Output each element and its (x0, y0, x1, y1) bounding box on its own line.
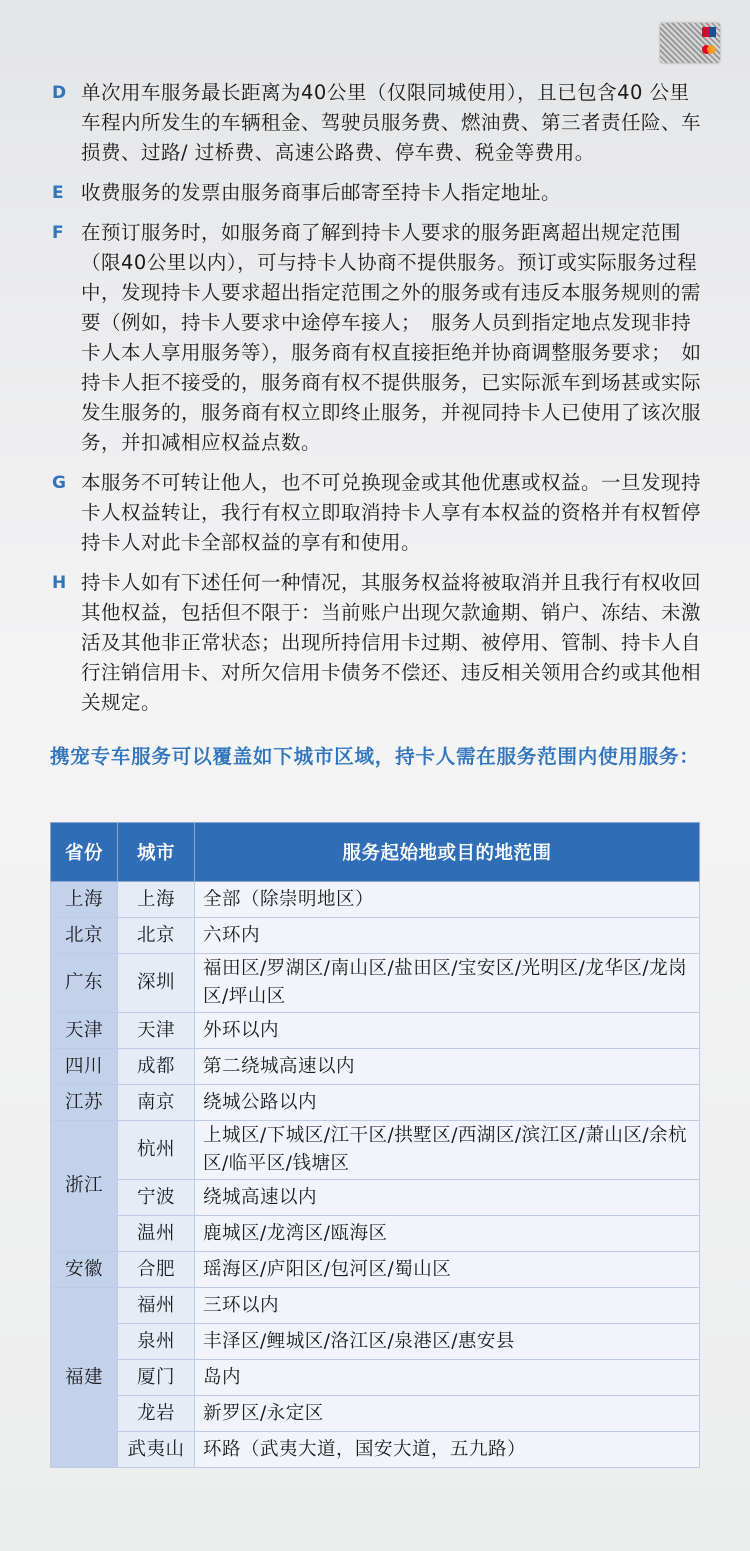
city-cell: 北京 (118, 918, 195, 954)
table-row (51, 1216, 700, 1252)
rule-item-f (48, 218, 708, 458)
rule-letter: H (52, 573, 67, 593)
table-row (51, 954, 700, 1013)
table-row (51, 1013, 700, 1049)
province-cell: 浙江 (51, 1121, 118, 1252)
province-cell: 四川 (51, 1049, 118, 1085)
city-cell: 武夷山 (118, 1432, 195, 1468)
city-cell: 杭州 (118, 1121, 195, 1180)
header-city: 城市 (118, 823, 195, 882)
table-row (51, 1180, 700, 1216)
city-cell: 福州 (118, 1288, 195, 1324)
header-area: 服务起始地或目的地范围 (195, 823, 700, 882)
area-cell: 环路（武夷大道，国安大道，五九路） (195, 1432, 700, 1468)
table-row (51, 1252, 700, 1288)
rule-letter: D (52, 83, 67, 103)
city-cell: 龙岩 (118, 1396, 195, 1432)
area-cell: 全部（除崇明地区） (195, 882, 700, 918)
table-row (51, 1360, 700, 1396)
mastercard-icon (702, 45, 716, 54)
area-cell: 三环以内 (195, 1288, 700, 1324)
area-cell: 丰泽区/鲤城区/洛江区/泉港区/惠安县 (195, 1324, 700, 1360)
rule-letter: G (52, 473, 66, 493)
coverage-intro: 携宠专车服务可以覆盖如下城市区域，持卡人需在服务范围内使用服务： (50, 745, 700, 768)
service-rules-list (48, 78, 708, 728)
area-cell: 新罗区/永定区 (195, 1396, 700, 1432)
bank-card-logo (660, 23, 720, 63)
rule-item-h (48, 568, 708, 718)
table-row (51, 1396, 700, 1432)
province-cell: 安徽 (51, 1252, 118, 1288)
province-cell: 江苏 (51, 1085, 118, 1121)
area-cell: 绕城公路以内 (195, 1085, 700, 1121)
area-cell: 第二绕城高速以内 (195, 1049, 700, 1085)
city-cell: 上海 (118, 882, 195, 918)
table-row (51, 882, 700, 918)
rule-item-d (48, 78, 708, 168)
area-cell: 鹿城区/龙湾区/瓯海区 (195, 1216, 700, 1252)
area-cell: 外环以内 (195, 1013, 700, 1049)
city-cell: 南京 (118, 1085, 195, 1121)
area-cell: 瑶海区/庐阳区/包河区/蜀山区 (195, 1252, 700, 1288)
header-province: 省份 (51, 823, 118, 882)
city-cell: 宁波 (118, 1180, 195, 1216)
province-cell: 福建 (51, 1288, 118, 1468)
area-cell: 上城区/下城区/江干区/拱墅区/西湖区/滨江区/萧山区/余杭区/临平区/钱塘区 (195, 1121, 700, 1180)
city-cell: 深圳 (118, 954, 195, 1013)
area-cell: 岛内 (195, 1360, 700, 1396)
province-cell: 天津 (51, 1013, 118, 1049)
province-cell: 北京 (51, 918, 118, 954)
table-header-row (51, 823, 700, 882)
province-cell: 上海 (51, 882, 118, 918)
table-row (51, 1085, 700, 1121)
city-cell: 温州 (118, 1216, 195, 1252)
rule-text: 收费服务的发票由服务商事后邮寄至持卡人指定地址。 (81, 181, 562, 204)
rule-item-e (48, 178, 708, 208)
province-cell: 广东 (51, 954, 118, 1013)
table-row (51, 1324, 700, 1360)
table-row (51, 1432, 700, 1468)
table-row (51, 1121, 700, 1180)
city-cell: 天津 (118, 1013, 195, 1049)
city-cell: 合肥 (118, 1252, 195, 1288)
rule-letter: F (52, 223, 64, 243)
area-cell: 六环内 (195, 918, 700, 954)
city-cell: 成都 (118, 1049, 195, 1085)
area-cell: 绕城高速以内 (195, 1180, 700, 1216)
table-row (51, 918, 700, 954)
area-cell: 福田区/罗湖区/南山区/盐田区/宝安区/光明区/龙华区/龙岗区/坪山区 (195, 954, 700, 1013)
service-city-table (50, 822, 700, 1468)
rule-letter: E (52, 183, 64, 203)
rule-item-g (48, 468, 708, 558)
table-row (51, 1049, 700, 1085)
rule-text: 持卡人如有下述任何一种情况，其服务权益将被取消并且我行有权收回其他权益，包括但不限于：当前账户出现欠款逾期、销户、冻结、未激活及其他非正常状态；出现所持信用卡过期、被停用、管制、持卡人自行注销信用卡、对所欠信用卡债务不偿还、违反相关领用合约或其他相关规定。 (81, 571, 702, 714)
unionpay-icon (702, 27, 716, 37)
rule-text: 本服务不可转让他人，也不可兑换现金或其他优惠或权益。一旦发现持卡人权益转让，我行有权立即取消持卡人享有本权益的资格并有权暂停持卡人对此卡全部权益的享有和使用。 (81, 471, 702, 554)
rule-text: 单次用车服务最长距离为40公里（仅限同城使用），且已包含40 公里车程内所发生的车辆租金、驾驶员服务费、燃油费、第三者责任险、车损费、过路/ 过桥费、高速公路费、停车费、税金等费用。 (81, 81, 702, 164)
rule-text: 在预订服务时，如服务商了解到持卡人要求的服务距离超出规定范围（限40公里以内），可与持卡人协商不提供服务。预订或实际服务过程中，发现持卡人要求超出指定范围之外的服务或有违反本服务规则的需要（例如，持卡人要求中途停车接人； 服务人员到指定地点发现非持卡人本人享用服务等），服务商有权直接拒绝并协商调整服务要求； 如持卡人拒不接受的，服务商有权不提供服务，已实际派车到场甚或实际发生服务的，服务商有权立即终止服务，并视同持卡人已使用了该次服务，并扣减相应权益点数。 (81, 221, 702, 454)
city-cell: 泉州 (118, 1324, 195, 1360)
city-cell: 厦门 (118, 1360, 195, 1396)
table-row (51, 1288, 700, 1324)
